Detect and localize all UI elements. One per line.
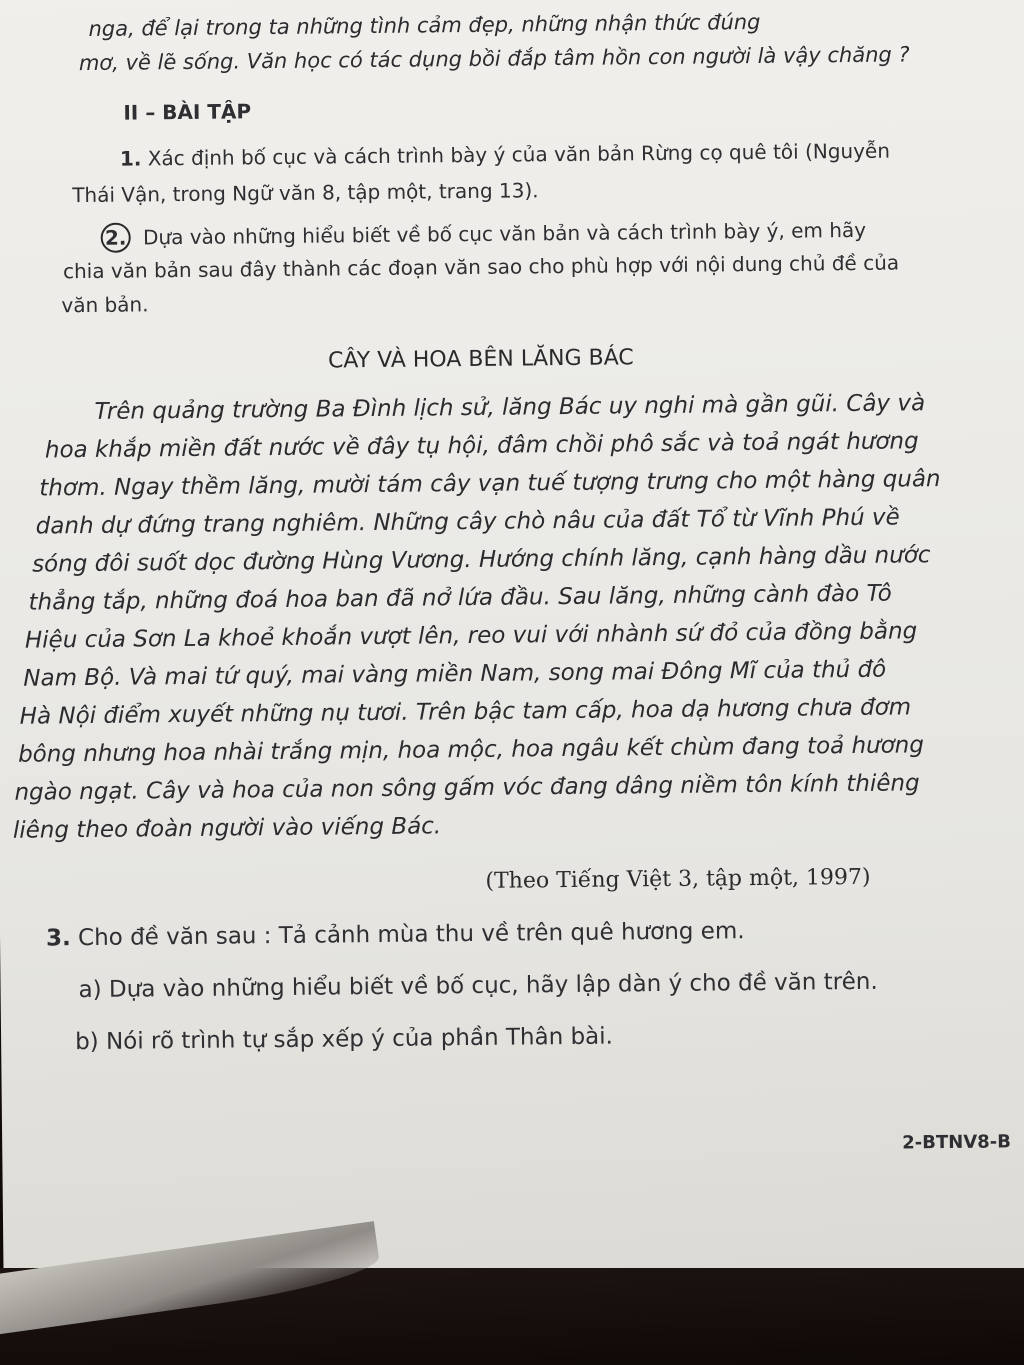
passage-line-12: liêng theo đoàn người vào viếng Bác. — [12, 813, 442, 844]
passage-title: CÂY VÀ HOA BÊN LĂNG BÁC — [327, 345, 634, 374]
intro-line-2: mơ, về lẽ sống. Văn học có tác dụng bồi đắp tâm hồn con người là vậy chăng ? — [78, 42, 910, 76]
passage-line-7: Hiệu của Sơn La khoẻ khoắn vượt lên, reo vui với nhành sứ đỏ của đồng bằng — [24, 618, 918, 654]
section-heading: II – BÀI TẬP — [123, 99, 252, 125]
exercise-2-line-2: chia văn bản sau đây thành các đoạn văn sao cho phù hợp với nội dung chủ đề của — [62, 250, 900, 284]
exercise-3-number: 3. — [45, 925, 71, 952]
passage-line-3: thơm. Ngay thềm lăng, mười tám cây vạn tuế tượng trưng cho một hàng quân — [39, 466, 941, 502]
passage-line-10: bông nhưng hoa nhài trắng mịn, hoa mộc, hoa ngâu kết chùm đang toả hương — [17, 732, 925, 768]
exercise-2-number: 2. — [101, 223, 131, 253]
passage-line-8: Nam Bộ. Và mai tứ quý, mai vàng miền Nam, song mai Đông Mĩ của thủ đô — [23, 656, 887, 692]
exercise-1-number: 1. — [119, 146, 142, 171]
exercise-2-text: Dựa vào những hiểu biết về bố cục văn bản và cách trình bày ý, em hãy — [142, 217, 867, 250]
passage-source: (Theo Tiếng Việt 3, tập một, 1997) — [485, 864, 871, 894]
passage-line-5: sóng đôi suốt dọc đường Hùng Vương. Hướng chính lăng, cạnh hàng dầu nước — [31, 542, 931, 578]
intro-line-1: nga, để lại trong ta những tình cảm đẹp, những nhận thức đúng — [88, 9, 761, 41]
footer-code: 2-BTNV8-B — [902, 1131, 1012, 1154]
exercise-1-text: Xác định bố cục và cách trình bày ý của văn bản Rừng cọ quê tôi (Nguyễn — [147, 138, 891, 171]
exercise-3-prompt: Cho đề văn sau : Tả cảnh mùa thu về trên quê hương em. — [77, 918, 745, 952]
passage-line-2: hoa khắp miền đất nước về đây tụ hội, đâm chồi phô sắc và toả ngát hương — [44, 428, 919, 464]
passage-line-6: thẳng tắp, những đoá hoa ban đã nở lứa đầu. Sau lăng, những cành đào Tô — [28, 580, 892, 616]
passage-line-4: danh dự đứng trang nghiêm. Những cây chò nâu của đất Tổ từ Vĩnh Phú về — [35, 504, 900, 540]
exercise-3-prompt-line — [46, 918, 745, 951]
passage-line-9: Hà Nội điểm xuyết những nụ tươi. Trên bậc tam cấp, hoa dạ hương chưa đơm — [19, 694, 912, 730]
exercise-1-line-2: Thái Vận, trong Ngữ văn 8, tập một, trang 13). — [72, 178, 539, 208]
exercise-3-item-b: b) Nói rõ trình tự sắp xếp ý của phần Thân bài. — [74, 1023, 614, 1056]
exercise-1-line-1 — [120, 139, 890, 171]
exercise-2-line-3: văn bản. — [61, 292, 149, 318]
passage-line-1: Trên quảng trường Ba Đình lịch sử, lăng Bác uy nghi mà gần gũi. Cây và — [94, 390, 926, 425]
exercise-2-line-1 — [101, 215, 867, 253]
exercise-3-item-a: a) Dựa vào những hiểu biết về bố cục, hãy lập dàn ý cho đề văn trên. — [78, 968, 878, 1004]
passage-line-11: ngào ngạt. Cây và hoa của non sông gấm vóc đang dâng niềm tôn kính thiêng — [14, 770, 920, 806]
